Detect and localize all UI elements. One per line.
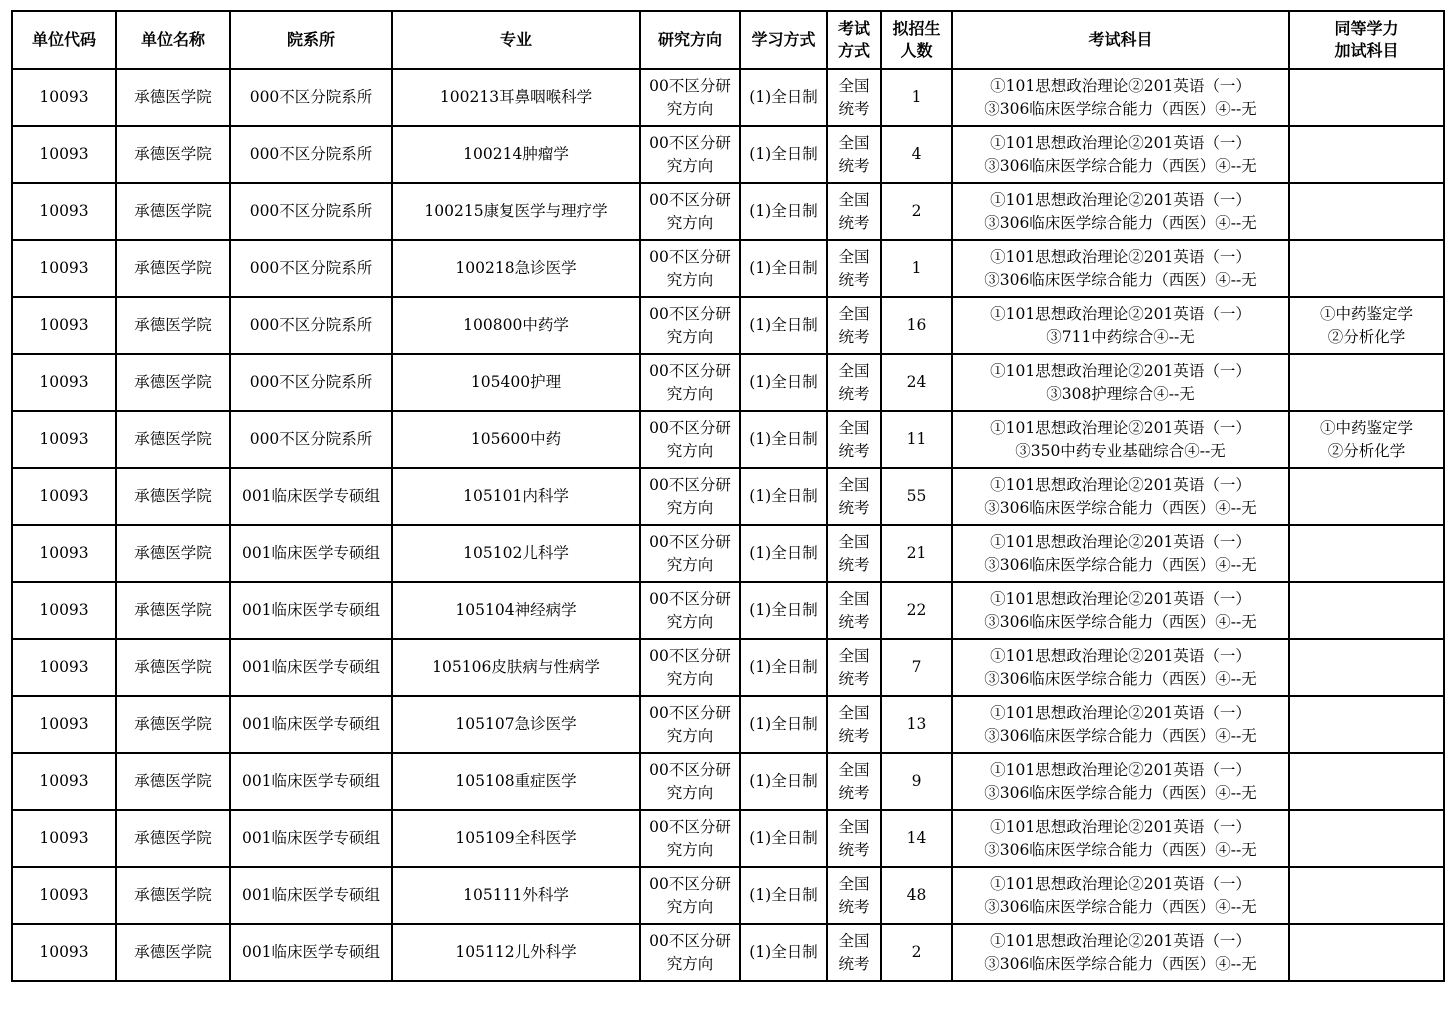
table-row [12, 924, 1444, 981]
cell-exam-subjects-line1: ①101思想政治理论②201英语（一） [990, 817, 1251, 836]
cell-major: 100800中药学 [392, 297, 640, 354]
header-exam-mode-line2: 方式 [837, 41, 870, 60]
cell-study-mode: (1)全日制 [740, 696, 827, 753]
cell-department: 000不区分院系所 [230, 126, 392, 183]
cell-unit-code: 10093 [12, 183, 116, 240]
cell-department: 001临床医学专硕组 [230, 582, 392, 639]
cell-unit-name: 承德医学院 [116, 753, 230, 810]
cell-exam-subjects-line2: ③306临床医学综合能力（西医）④--无 [984, 99, 1257, 118]
cell-study-mode: (1)全日制 [740, 582, 827, 639]
cell-exam-mode [827, 525, 881, 582]
cell-unit-name: 承德医学院 [116, 468, 230, 525]
cell-exam-mode-line2: 统考 [838, 840, 870, 859]
cell-exam-mode-line2: 统考 [838, 783, 870, 802]
cell-enrollment: 1 [881, 240, 952, 297]
cell-exam-subjects [952, 183, 1289, 240]
cell-exam-mode-line2: 统考 [838, 669, 870, 688]
cell-exam-mode-line2: 统考 [838, 99, 870, 118]
table-row [12, 753, 1444, 810]
cell-research-direction-line2: 究方向 [666, 270, 714, 289]
cell-major: 100215康复医学与理疗学 [392, 183, 640, 240]
cell-research-direction-line1: 00不区分研 [649, 589, 731, 608]
cell-exam-mode-line1: 全国 [838, 703, 870, 722]
cell-research-direction-line1: 00不区分研 [649, 760, 731, 779]
cell-extra-subjects [1289, 468, 1444, 525]
cell-exam-mode-line1: 全国 [838, 361, 870, 380]
cell-research-direction-line1: 00不区分研 [649, 304, 731, 323]
cell-exam-subjects-line2: ③711中药综合④--无 [1046, 327, 1195, 346]
cell-unit-code: 10093 [12, 468, 116, 525]
cell-unit-name: 承德医学院 [116, 297, 230, 354]
cell-major: 105108重症医学 [392, 753, 640, 810]
header-exam-mode-line1: 考试 [837, 19, 870, 38]
header-research-direction: 研究方向 [640, 11, 740, 69]
cell-unit-name: 承德医学院 [116, 867, 230, 924]
cell-department: 000不区分院系所 [230, 354, 392, 411]
cell-research-direction-line2: 究方向 [666, 954, 714, 973]
cell-study-mode: (1)全日制 [740, 468, 827, 525]
cell-exam-subjects-line2: ③306临床医学综合能力（西医）④--无 [984, 270, 1257, 289]
cell-research-direction-line2: 究方向 [666, 726, 714, 745]
cell-exam-subjects-line2: ③306临床医学综合能力（西医）④--无 [984, 954, 1257, 973]
table-row [12, 354, 1444, 411]
cell-department: 000不区分院系所 [230, 240, 392, 297]
cell-exam-subjects-line2: ③306临床医学综合能力（西医）④--无 [984, 612, 1257, 631]
cell-exam-subjects [952, 297, 1289, 354]
cell-research-direction-line2: 究方向 [666, 669, 714, 688]
cell-extra-subjects [1289, 354, 1444, 411]
cell-exam-mode-line2: 统考 [838, 726, 870, 745]
cell-study-mode: (1)全日制 [740, 69, 827, 126]
cell-unit-code: 10093 [12, 582, 116, 639]
cell-research-direction-line1: 00不区分研 [649, 874, 731, 893]
cell-research-direction-line2: 究方向 [666, 441, 714, 460]
cell-department: 001临床医学专硕组 [230, 753, 392, 810]
cell-major: 105102儿科学 [392, 525, 640, 582]
cell-exam-subjects-line2: ③306临床医学综合能力（西医）④--无 [984, 156, 1257, 175]
cell-research-direction [640, 183, 740, 240]
cell-major: 105107急诊医学 [392, 696, 640, 753]
cell-exam-mode-line1: 全国 [838, 646, 870, 665]
cell-research-direction [640, 126, 740, 183]
cell-exam-subjects-line1: ①101思想政治理论②201英语（一） [990, 190, 1251, 209]
cell-unit-name: 承德医学院 [116, 639, 230, 696]
cell-study-mode: (1)全日制 [740, 411, 827, 468]
cell-research-direction-line1: 00不区分研 [649, 190, 731, 209]
cell-extra-subjects [1289, 639, 1444, 696]
cell-research-direction-line1: 00不区分研 [649, 475, 731, 494]
cell-enrollment: 1 [881, 69, 952, 126]
cell-research-direction [640, 354, 740, 411]
cell-research-direction-line2: 究方向 [666, 897, 714, 916]
cell-enrollment: 55 [881, 468, 952, 525]
header-extra-line2: 加试科目 [1334, 41, 1399, 60]
cell-extra-subjects [1289, 582, 1444, 639]
cell-exam-subjects [952, 240, 1289, 297]
table-row [12, 297, 1444, 354]
cell-research-direction-line1: 00不区分研 [649, 931, 731, 950]
cell-enrollment: 14 [881, 810, 952, 867]
cell-exam-subjects-line1: ①101思想政治理论②201英语（一） [990, 247, 1251, 266]
cell-exam-mode-line1: 全国 [838, 418, 870, 437]
cell-extra-subjects-line2: ②分析化学 [1327, 441, 1406, 460]
table-row [12, 810, 1444, 867]
cell-research-direction-line1: 00不区分研 [649, 247, 731, 266]
cell-enrollment: 21 [881, 525, 952, 582]
cell-research-direction [640, 297, 740, 354]
cell-exam-mode [827, 468, 881, 525]
cell-exam-subjects-line2: ③306临床医学综合能力（西医）④--无 [984, 840, 1257, 859]
cell-unit-name: 承德医学院 [116, 411, 230, 468]
cell-research-direction-line2: 究方向 [666, 327, 714, 346]
cell-research-direction [640, 639, 740, 696]
cell-enrollment: 2 [881, 183, 952, 240]
cell-study-mode: (1)全日制 [740, 924, 827, 981]
cell-exam-subjects-line1: ①101思想政治理论②201英语（一） [990, 760, 1251, 779]
cell-unit-name: 承德医学院 [116, 525, 230, 582]
header-extra-subjects [1289, 11, 1444, 69]
cell-exam-mode-line2: 统考 [838, 441, 870, 460]
cell-exam-subjects [952, 696, 1289, 753]
cell-research-direction [640, 582, 740, 639]
cell-exam-mode-line1: 全国 [838, 190, 870, 209]
cell-major: 105400护理 [392, 354, 640, 411]
cell-exam-subjects-line1: ①101思想政治理论②201英语（一） [990, 874, 1251, 893]
cell-department: 000不区分院系所 [230, 411, 392, 468]
cell-unit-code: 10093 [12, 639, 116, 696]
cell-research-direction [640, 867, 740, 924]
cell-exam-subjects [952, 126, 1289, 183]
cell-major: 105101内科学 [392, 468, 640, 525]
header-extra-line1: 同等学力 [1334, 19, 1399, 38]
table-header [12, 11, 1444, 69]
cell-research-direction [640, 753, 740, 810]
cell-exam-subjects-line1: ①101思想政治理论②201英语（一） [990, 589, 1251, 608]
table-row [12, 183, 1444, 240]
header-major: 专业 [392, 11, 640, 69]
cell-department: 001临床医学专硕组 [230, 468, 392, 525]
table-row [12, 867, 1444, 924]
cell-exam-mode-line1: 全国 [838, 760, 870, 779]
table-row [12, 126, 1444, 183]
cell-extra-subjects [1289, 297, 1444, 354]
cell-major: 105111外科学 [392, 867, 640, 924]
cell-research-direction-line1: 00不区分研 [649, 532, 731, 551]
cell-extra-subjects [1289, 867, 1444, 924]
cell-enrollment: 16 [881, 297, 952, 354]
cell-exam-mode-line2: 统考 [838, 612, 870, 631]
cell-unit-code: 10093 [12, 753, 116, 810]
cell-research-direction [640, 696, 740, 753]
cell-study-mode: (1)全日制 [740, 810, 827, 867]
cell-research-direction-line2: 究方向 [666, 384, 714, 403]
cell-exam-subjects [952, 69, 1289, 126]
cell-exam-mode-line1: 全国 [838, 589, 870, 608]
cell-enrollment: 11 [881, 411, 952, 468]
cell-study-mode: (1)全日制 [740, 753, 827, 810]
cell-research-direction [640, 468, 740, 525]
cell-study-mode: (1)全日制 [740, 183, 827, 240]
cell-study-mode: (1)全日制 [740, 354, 827, 411]
cell-exam-subjects-line1: ①101思想政治理论②201英语（一） [990, 418, 1251, 437]
table-body [12, 69, 1444, 981]
cell-exam-subjects [952, 867, 1289, 924]
cell-major: 105600中药 [392, 411, 640, 468]
cell-unit-name: 承德医学院 [116, 183, 230, 240]
cell-department: 001临床医学专硕组 [230, 696, 392, 753]
cell-exam-mode [827, 582, 881, 639]
cell-exam-mode-line2: 统考 [838, 384, 870, 403]
cell-exam-subjects-line1: ①101思想政治理论②201英语（一） [990, 361, 1251, 380]
cell-exam-mode-line1: 全国 [838, 931, 870, 950]
cell-extra-subjects-line1: ①中药鉴定学 [1319, 418, 1413, 437]
cell-unit-name: 承德医学院 [116, 582, 230, 639]
cell-department: 000不区分院系所 [230, 183, 392, 240]
cell-exam-mode-line2: 统考 [838, 156, 870, 175]
cell-unit-name: 承德医学院 [116, 69, 230, 126]
table-row [12, 468, 1444, 525]
cell-unit-code: 10093 [12, 411, 116, 468]
cell-research-direction [640, 810, 740, 867]
cell-exam-subjects-line2: ③306临床医学综合能力（西医）④--无 [984, 498, 1257, 517]
cell-exam-mode-line2: 统考 [838, 498, 870, 517]
cell-exam-mode [827, 753, 881, 810]
cell-unit-code: 10093 [12, 354, 116, 411]
admissions-table-container [11, 10, 1443, 982]
cell-department: 001临床医学专硕组 [230, 639, 392, 696]
cell-extra-subjects [1289, 126, 1444, 183]
cell-exam-mode-line1: 全国 [838, 304, 870, 323]
cell-study-mode: (1)全日制 [740, 867, 827, 924]
table-row [12, 582, 1444, 639]
cell-research-direction-line1: 00不区分研 [649, 703, 731, 722]
cell-exam-subjects-line2: ③350中药专业基础综合④--无 [1015, 441, 1226, 460]
cell-research-direction [640, 411, 740, 468]
cell-enrollment: 48 [881, 867, 952, 924]
cell-extra-subjects [1289, 753, 1444, 810]
cell-unit-name: 承德医学院 [116, 924, 230, 981]
cell-exam-mode-line1: 全国 [838, 133, 870, 152]
cell-exam-mode-line2: 统考 [838, 327, 870, 346]
cell-extra-subjects [1289, 183, 1444, 240]
cell-exam-subjects-line1: ①101思想政治理论②201英语（一） [990, 133, 1251, 152]
cell-extra-subjects [1289, 924, 1444, 981]
cell-exam-mode-line2: 统考 [838, 954, 870, 973]
table-row [12, 240, 1444, 297]
cell-unit-code: 10093 [12, 126, 116, 183]
cell-unit-name: 承德医学院 [116, 354, 230, 411]
table-row [12, 696, 1444, 753]
cell-research-direction-line1: 00不区分研 [649, 418, 731, 437]
header-enrollment-line1: 拟招生 [892, 19, 941, 38]
cell-exam-subjects-line2: ③308护理综合④--无 [1046, 384, 1195, 403]
cell-exam-mode [827, 810, 881, 867]
cell-unit-code: 10093 [12, 867, 116, 924]
cell-exam-subjects-line2: ③306临床医学综合能力（西医）④--无 [984, 783, 1257, 802]
cell-exam-subjects [952, 639, 1289, 696]
cell-extra-subjects [1289, 525, 1444, 582]
cell-research-direction-line1: 00不区分研 [649, 817, 731, 836]
cell-research-direction-line2: 究方向 [666, 498, 714, 517]
cell-unit-name: 承德医学院 [116, 696, 230, 753]
cell-enrollment: 2 [881, 924, 952, 981]
cell-exam-mode [827, 354, 881, 411]
cell-exam-mode [827, 639, 881, 696]
cell-extra-subjects-line1: ①中药鉴定学 [1319, 304, 1413, 323]
cell-exam-mode [827, 297, 881, 354]
cell-research-direction-line2: 究方向 [666, 783, 714, 802]
cell-exam-mode [827, 411, 881, 468]
cell-exam-mode [827, 924, 881, 981]
cell-major: 105109全科医学 [392, 810, 640, 867]
cell-unit-code: 10093 [12, 525, 116, 582]
cell-major: 105106皮肤病与性病学 [392, 639, 640, 696]
cell-study-mode: (1)全日制 [740, 297, 827, 354]
cell-study-mode: (1)全日制 [740, 240, 827, 297]
cell-exam-mode [827, 183, 881, 240]
cell-enrollment: 13 [881, 696, 952, 753]
cell-study-mode: (1)全日制 [740, 525, 827, 582]
cell-exam-subjects-line2: ③306临床医学综合能力（西医）④--无 [984, 726, 1257, 745]
cell-exam-subjects [952, 411, 1289, 468]
cell-exam-subjects-line1: ①101思想政治理论②201英语（一） [990, 76, 1251, 95]
admissions-table [11, 10, 1445, 982]
cell-research-direction [640, 240, 740, 297]
cell-research-direction-line2: 究方向 [666, 156, 714, 175]
cell-exam-mode [827, 240, 881, 297]
cell-exam-subjects-line1: ①101思想政治理论②201英语（一） [990, 304, 1251, 323]
table-row [12, 639, 1444, 696]
cell-exam-subjects-line1: ①101思想政治理论②201英语（一） [990, 646, 1251, 665]
cell-exam-mode [827, 696, 881, 753]
cell-extra-subjects-line2: ②分析化学 [1327, 327, 1406, 346]
cell-exam-mode-line1: 全国 [838, 247, 870, 266]
cell-department: 001临床医学专硕组 [230, 924, 392, 981]
cell-exam-mode [827, 69, 881, 126]
header-enrollment-line2: 人数 [900, 41, 933, 60]
cell-exam-mode-line2: 统考 [838, 213, 870, 232]
cell-research-direction-line1: 00不区分研 [649, 361, 731, 380]
cell-exam-subjects-line2: ③306临床医学综合能力（西医）④--无 [984, 555, 1257, 574]
cell-research-direction-line2: 究方向 [666, 99, 714, 118]
cell-department: 001临床医学专硕组 [230, 525, 392, 582]
cell-exam-subjects [952, 468, 1289, 525]
cell-enrollment: 22 [881, 582, 952, 639]
cell-exam-subjects-line2: ③306临床医学综合能力（西医）④--无 [984, 897, 1257, 916]
cell-research-direction-line1: 00不区分研 [649, 646, 731, 665]
cell-research-direction-line2: 究方向 [666, 213, 714, 232]
cell-extra-subjects [1289, 69, 1444, 126]
cell-enrollment: 24 [881, 354, 952, 411]
cell-exam-subjects-line1: ①101思想政治理论②201英语（一） [990, 931, 1251, 950]
cell-research-direction-line1: 00不区分研 [649, 133, 731, 152]
cell-study-mode: (1)全日制 [740, 126, 827, 183]
cell-exam-subjects-line1: ①101思想政治理论②201英语（一） [990, 532, 1251, 551]
cell-major: 105104神经病学 [392, 582, 640, 639]
header-enrollment [881, 11, 952, 69]
cell-exam-subjects [952, 582, 1289, 639]
cell-exam-subjects-line2: ③306临床医学综合能力（西医）④--无 [984, 213, 1257, 232]
cell-unit-code: 10093 [12, 69, 116, 126]
cell-extra-subjects [1289, 696, 1444, 753]
cell-exam-mode-line1: 全国 [838, 874, 870, 893]
cell-research-direction-line2: 究方向 [666, 840, 714, 859]
table-row [12, 69, 1444, 126]
cell-research-direction [640, 69, 740, 126]
cell-study-mode: (1)全日制 [740, 639, 827, 696]
cell-research-direction-line2: 究方向 [666, 612, 714, 631]
cell-exam-mode [827, 126, 881, 183]
cell-major: 100214肿瘤学 [392, 126, 640, 183]
cell-exam-mode [827, 867, 881, 924]
header-study-mode: 学习方式 [740, 11, 827, 69]
cell-exam-subjects [952, 810, 1289, 867]
cell-exam-mode-line1: 全国 [838, 76, 870, 95]
cell-exam-subjects-line2: ③306临床医学综合能力（西医）④--无 [984, 669, 1257, 688]
cell-enrollment: 4 [881, 126, 952, 183]
header-exam-mode [827, 11, 881, 69]
cell-exam-subjects [952, 525, 1289, 582]
cell-exam-mode-line2: 统考 [838, 897, 870, 916]
cell-department: 001临床医学专硕组 [230, 810, 392, 867]
cell-department: 001临床医学专硕组 [230, 867, 392, 924]
cell-extra-subjects [1289, 240, 1444, 297]
cell-exam-subjects-line1: ①101思想政治理论②201英语（一） [990, 703, 1251, 722]
table-row [12, 411, 1444, 468]
cell-unit-name: 承德医学院 [116, 810, 230, 867]
cell-research-direction-line1: 00不区分研 [649, 76, 731, 95]
cell-unit-code: 10093 [12, 924, 116, 981]
cell-extra-subjects [1289, 810, 1444, 867]
cell-exam-subjects [952, 753, 1289, 810]
cell-exam-mode-line1: 全国 [838, 817, 870, 836]
cell-unit-code: 10093 [12, 240, 116, 297]
cell-exam-subjects-line1: ①101思想政治理论②201英语（一） [990, 475, 1251, 494]
cell-enrollment: 9 [881, 753, 952, 810]
header-department: 院系所 [230, 11, 392, 69]
cell-enrollment: 7 [881, 639, 952, 696]
cell-exam-mode-line2: 统考 [838, 270, 870, 289]
cell-research-direction-line2: 究方向 [666, 555, 714, 574]
cell-research-direction [640, 924, 740, 981]
cell-major: 100213耳鼻咽喉科学 [392, 69, 640, 126]
header-unit-name: 单位名称 [116, 11, 230, 69]
header-unit-code: 单位代码 [12, 11, 116, 69]
cell-department: 000不区分院系所 [230, 297, 392, 354]
cell-exam-mode-line1: 全国 [838, 475, 870, 494]
header-exam-subjects: 考试科目 [952, 11, 1289, 69]
cell-major: 100218急诊医学 [392, 240, 640, 297]
table-row [12, 525, 1444, 582]
cell-exam-mode-line2: 统考 [838, 555, 870, 574]
cell-research-direction [640, 525, 740, 582]
cell-unit-code: 10093 [12, 696, 116, 753]
cell-department: 000不区分院系所 [230, 69, 392, 126]
cell-major: 105112儿外科学 [392, 924, 640, 981]
cell-extra-subjects [1289, 411, 1444, 468]
cell-unit-code: 10093 [12, 810, 116, 867]
cell-unit-name: 承德医学院 [116, 126, 230, 183]
cell-unit-code: 10093 [12, 297, 116, 354]
cell-exam-subjects [952, 354, 1289, 411]
header-row [12, 11, 1444, 69]
cell-exam-subjects [952, 924, 1289, 981]
cell-unit-name: 承德医学院 [116, 240, 230, 297]
cell-exam-mode-line1: 全国 [838, 532, 870, 551]
